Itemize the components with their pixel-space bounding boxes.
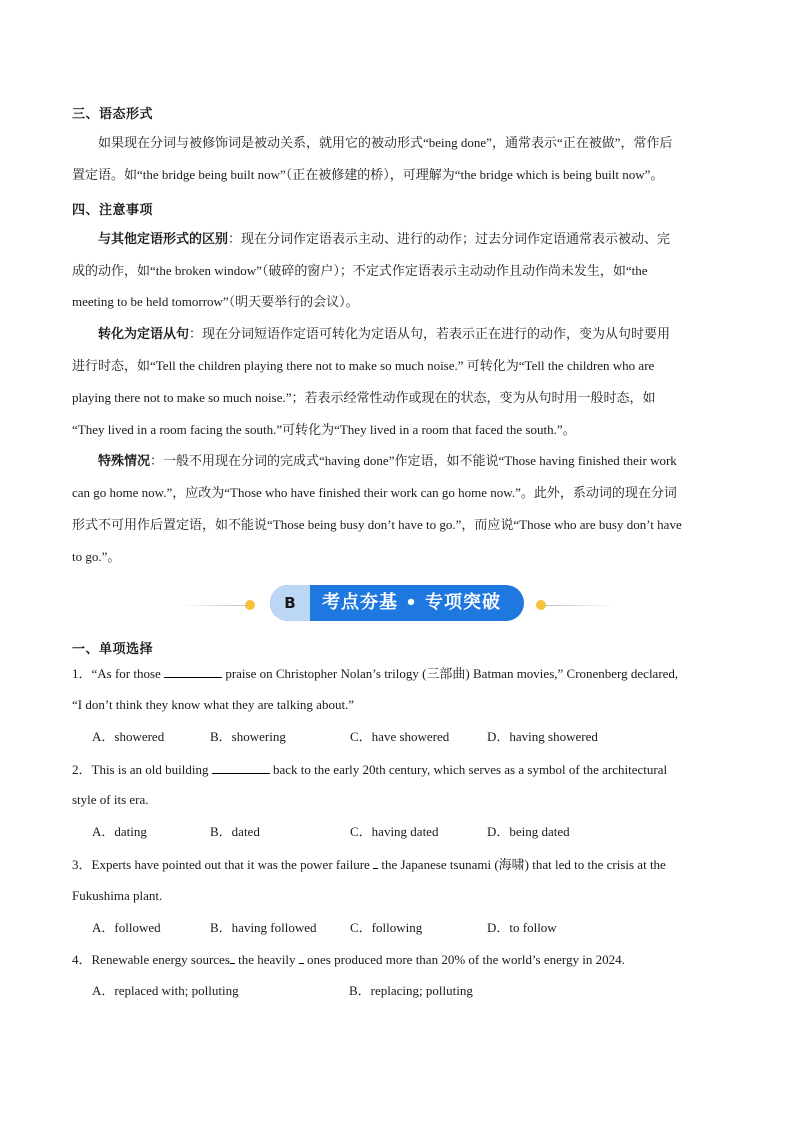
paragraph-line: playing there not to make so much noise.”；若表示经常性动作或现在的状态，变为从句时用一般时态，如 <box>72 390 656 405</box>
paragraph-line: 形式不可用作后置定语，如不能说“Those being busy don’t have to go.”，而应说“Those who are busy don’t have <box>72 517 682 532</box>
option-a: A．showered <box>92 729 165 744</box>
question-text: the heavily <box>234 952 299 967</box>
option-c: C．having dated <box>350 824 439 839</box>
question-1 <box>72 665 678 682</box>
question-text: ones produced more than 20% of the world’s energy in 2024. <box>303 952 625 967</box>
question-3 <box>72 856 666 873</box>
option-d: D．to follow <box>487 920 557 935</box>
option-d: D．having showered <box>487 729 598 744</box>
section-banner <box>270 585 524 621</box>
section-heading-notes: 四、注意事项 <box>72 203 154 218</box>
question-4 <box>72 951 625 968</box>
option-a: A．dating <box>92 824 147 839</box>
paragraph-line: meeting to be held tomorrow”（明天要举行的会议）。 <box>72 294 359 309</box>
paragraph-line: to go.”。 <box>72 549 121 564</box>
banner-divider-right <box>545 605 615 606</box>
option-b: B．dated <box>210 824 260 839</box>
option-b: B．having followed <box>210 920 317 935</box>
banner-dot-left <box>245 600 255 610</box>
paragraph-line <box>98 453 724 470</box>
question-text: the Japanese tsunami (海啸) that led to the crisis at the <box>378 857 666 872</box>
option-a: A．replaced with; polluting <box>92 983 239 998</box>
answer-blank <box>212 761 270 774</box>
bold-lead: 转化为定语从句 <box>98 327 190 342</box>
answer-blank <box>164 665 222 678</box>
text-span: ：一般不用现在分词的完成式“having done”作定语，如不能说“Those having finished their work <box>150 453 677 468</box>
option-c: C．have showered <box>350 729 450 744</box>
option-b: B．replacing; polluting <box>349 983 473 998</box>
text-span: ：现在分词短语作定语可转化为定语从句，若表示正在进行的动作，变为从句时要用 <box>189 326 671 341</box>
question-text: praise on Christopher Nolan’s trilogy (三部曲) Batman movies,” Cronenberg declared, <box>222 666 679 681</box>
exercise-heading: 一、单项选择 <box>72 642 154 657</box>
option-c: C．following <box>350 920 423 935</box>
question-text: 3．Experts have pointed out that it was the power failure <box>72 857 374 872</box>
option-b: B．showering <box>210 729 286 744</box>
question-text: 4．Renewable energy sources <box>72 952 230 967</box>
paragraph-line: 进行时态，如“Tell the children playing there not to make so much noise.” 可转化为“Tell the children who are <box>72 358 655 373</box>
text-span: ：现在分词作定语表示主动、进行的动作；过去分词作定语通常表示被动、完 <box>228 231 671 246</box>
paragraph-line <box>98 326 724 343</box>
paragraph-line: 成的动作，如“the broken window”（破碎的窗户）；不定式作定语表示主动动作且动作尚未发生，如“the <box>72 263 648 278</box>
banner-badge: B <box>270 585 310 621</box>
bold-lead: 与其他定语形式的区别 <box>98 232 229 247</box>
paragraph-line: 置定语。如“the bridge being built now”（正在被修建的桥），可理解为“the bridge which is being built now”。 <box>72 167 664 182</box>
banner-divider-left <box>180 605 250 606</box>
option-a: A．followed <box>92 920 161 935</box>
question-text: 1．“As for those <box>72 666 165 681</box>
bold-lead: 特殊情况 <box>98 454 151 469</box>
option-d: D．being dated <box>487 824 570 839</box>
question-1-line2: “I don’t think they know what they are talking about.” <box>72 697 355 712</box>
question-3-line2: Fukushima plant. <box>72 888 163 903</box>
question-text: back to the early 20th century, which serves as a symbol of the architectural <box>269 762 668 777</box>
question-2-line2: style of its era. <box>72 792 149 807</box>
question-2 <box>72 761 667 778</box>
paragraph-line <box>98 231 724 248</box>
section-heading-voice: 三、语态形式 <box>72 107 154 122</box>
paragraph-line: “They lived in a room facing the south.”可转化为“They lived in a room that faced the south.”。 <box>72 422 576 437</box>
banner-title: 考点夯基 • 专项突破 <box>322 592 502 613</box>
paragraph-line: 如果现在分词与被修饰词是被动关系，就用它的被动形式“being done”，通常表示“正在被做”，常作后 <box>98 135 673 150</box>
paragraph-line: can go home now.”，应改为“Those who have finished their work can go home now.”。此外，系动词的现在分词 <box>72 485 677 500</box>
question-text: 2．This is an old building <box>72 762 212 777</box>
